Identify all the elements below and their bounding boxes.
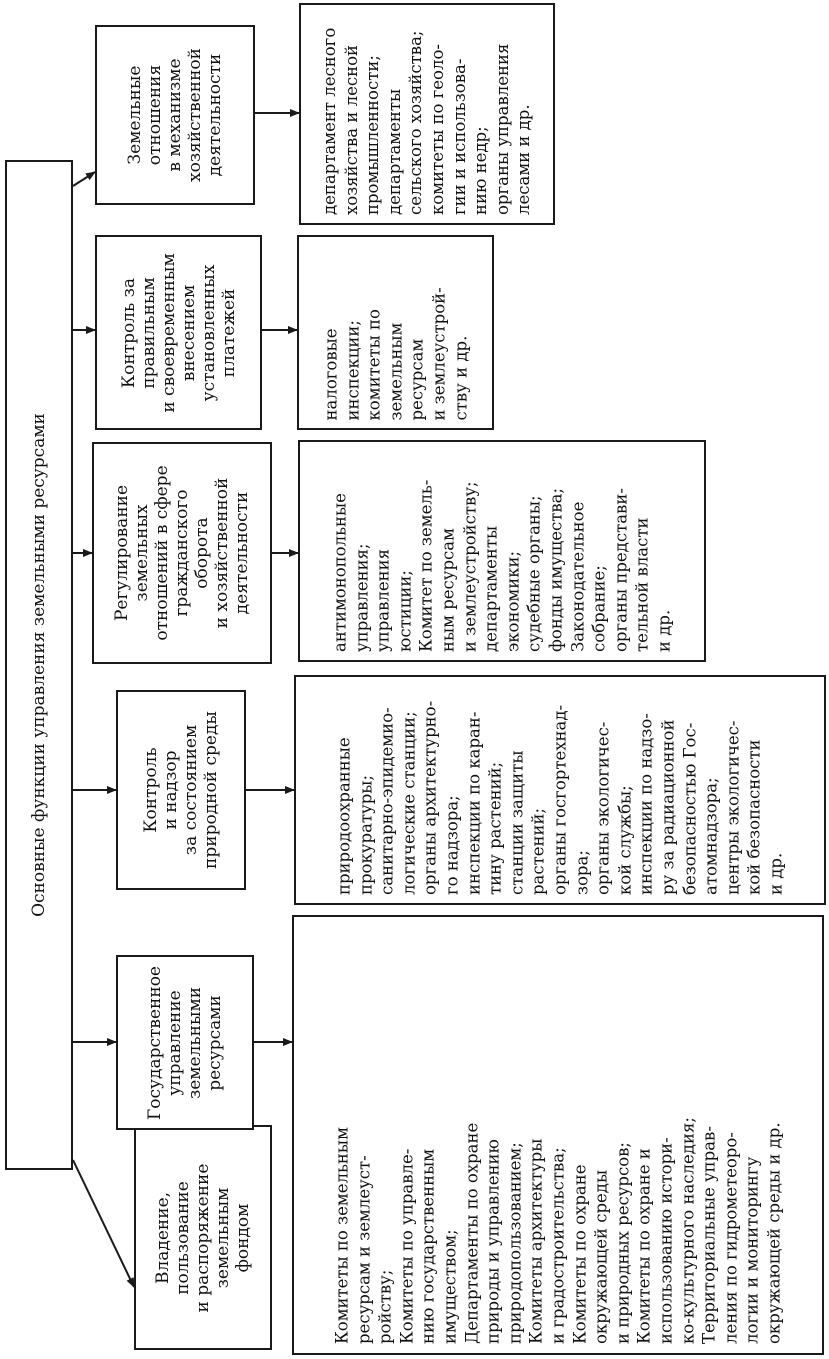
function-line: и хозяйственной [212, 477, 232, 629]
body-line: окружающей среды и др. [764, 1122, 784, 1344]
bodies-box-control-pay [297, 235, 494, 430]
body-line: инспекции по каран- [463, 711, 483, 895]
function-line: Владение, [153, 1191, 173, 1284]
function-line: земельных [132, 504, 152, 602]
function-line: правильным [138, 276, 159, 389]
function-line: деятельности [232, 491, 252, 615]
body-line: Территориальные управ- [699, 1126, 719, 1344]
function-line: гражданского [172, 489, 192, 617]
body-line: растений; [528, 807, 548, 895]
function-box-control-pay [95, 235, 262, 430]
body-line: кой безопасности [744, 739, 764, 895]
body-line: судебные органы; [524, 495, 544, 652]
body-line: фонды имущества; [546, 487, 566, 652]
function-line: земельным [213, 1187, 233, 1288]
function-line: Контроль [141, 747, 161, 833]
function-box-control-env [116, 690, 246, 890]
body-line: природоохранные [334, 737, 354, 895]
function-line: пользование [173, 1180, 193, 1295]
function-line: хозяйственной [185, 48, 205, 182]
body-line: антимонопольные [330, 493, 350, 652]
body-line: ления по гидрометеоро- [720, 1132, 740, 1344]
body-line: и землеустройству; [459, 481, 479, 652]
bodies-box-regulation [298, 440, 706, 662]
body-line: и землеустрой- [428, 286, 448, 420]
body-line: ресурсам [407, 338, 427, 420]
bodies-box-control-env [294, 675, 826, 905]
body-line: и др. [654, 609, 674, 652]
body-line: органы представи- [610, 488, 630, 652]
body-line: прокуратуры; [355, 774, 375, 895]
function-line: и надзор [161, 750, 181, 830]
function-line: в механизме [165, 58, 185, 172]
body-line: органы госгортехнад- [550, 704, 570, 895]
body-line: и градостроительства; [548, 1147, 568, 1344]
body-line: ру за радиационной [658, 719, 678, 895]
arrow-main-to-relations [73, 172, 95, 186]
body-line: департаменты [384, 88, 404, 215]
body-line: станции защиты [507, 750, 527, 895]
body-line: нию государственным [418, 1148, 438, 1344]
body-line: природы и управлению [483, 1139, 503, 1344]
body-line: гии и использова- [449, 58, 469, 215]
body-line: земельным [385, 322, 405, 420]
body-line: природопользованием; [505, 1142, 525, 1344]
function-box-relations [95, 25, 255, 205]
bodies-box-relations [299, 3, 555, 225]
body-line: го надзора; [442, 795, 462, 895]
body-line: органы архитектурно- [420, 700, 440, 895]
function-box-state [116, 955, 254, 1130]
function-line: управление [165, 989, 185, 1096]
body-line: Комитеты по земельным [332, 1127, 352, 1344]
function-box-ownership [134, 1125, 272, 1350]
function-line: отношения [145, 64, 165, 166]
function-line: платежей [218, 288, 239, 377]
function-line: оборота [192, 517, 212, 589]
function-line: и своевременным [158, 252, 179, 413]
function-line: деятельности [205, 53, 225, 177]
body-line: атомнадзора; [701, 777, 721, 895]
main-title: Основные функции управления земельными ресурсами [29, 413, 49, 917]
body-line: департаменты [481, 525, 501, 652]
function-line: отношений в сфере [152, 465, 172, 641]
function-box-regulation [92, 442, 272, 664]
body-line: Комитеты архитектуры [526, 1138, 546, 1344]
body-line: Законодательное [567, 501, 587, 652]
body-line: инспекции; [342, 319, 362, 420]
body-line: логии и мониторингу [742, 1156, 762, 1344]
bodies-box-state [292, 915, 824, 1355]
main-function-box [5, 160, 73, 1170]
body-line: окружающей среды [591, 1169, 611, 1344]
body-line: промышленности; [363, 55, 383, 215]
body-line: инспекции по надзо- [636, 713, 656, 895]
body-line: и др. [766, 852, 786, 895]
body-line: налоговые [320, 327, 340, 420]
function-line: и распоряжение [193, 1163, 213, 1312]
body-line: безопасностью Гос- [679, 722, 699, 895]
function-line: Государственное [145, 965, 165, 1120]
body-line: и природных ресурсов; [612, 1142, 632, 1344]
body-line: комитеты по [364, 308, 384, 420]
body-line: департамент лесного [320, 27, 340, 215]
body-line: экономики; [503, 550, 522, 652]
body-line: Департаменты по охране [461, 1122, 481, 1344]
body-line: Комитет по земель- [416, 479, 436, 652]
body-line: имуществом; [440, 1229, 460, 1344]
function-line: Земельные [125, 65, 145, 165]
body-line: Комитеты по охране [569, 1164, 589, 1344]
function-line: Контроль за [118, 277, 139, 388]
body-line: юстиции; [395, 570, 415, 652]
body-line: органы экологичес- [593, 721, 613, 895]
body-line: органы управления [492, 43, 512, 215]
function-line: Регулирование [112, 484, 132, 622]
body-line: кой службы; [614, 785, 634, 895]
body-line: лесами и др. [514, 104, 534, 215]
body-line: ресурсам и землеуст- [353, 1155, 373, 1344]
body-line: управления; [351, 543, 371, 652]
arrow-main-to-ownership [73, 1160, 134, 1287]
function-line: природной среды [201, 711, 221, 869]
function-line: ресурсами [205, 994, 225, 1091]
body-line: комитеты по геоло- [428, 44, 447, 215]
body-line: ко-культурного наследия; [677, 1117, 697, 1344]
body-line: Комитеты по управле- [397, 1148, 417, 1344]
body-line: тину растений; [485, 761, 505, 895]
function-line: земельными [185, 986, 205, 1099]
body-line: тельной власти [632, 517, 652, 652]
body-line: санитарно-эпидемио- [377, 707, 397, 895]
function-line: внесением [178, 284, 199, 381]
body-line: ству и др. [450, 335, 470, 420]
body-line: зора; [571, 850, 591, 895]
body-line: сельского хозяйства; [406, 30, 426, 215]
function-line: фондом [233, 1203, 253, 1272]
body-line: собрание; [589, 565, 609, 652]
function-line: установленных [198, 264, 219, 401]
body-line: использованию истори- [656, 1137, 676, 1344]
body-line: Комитеты по охране и [634, 1148, 654, 1344]
body-line: нию недр; [471, 126, 491, 215]
body-line: хозяйства и лесной [341, 44, 361, 215]
body-line: управления [373, 548, 393, 652]
body-line: логические станции; [399, 711, 419, 895]
body-line: ным ресурсам [438, 528, 458, 652]
body-line: центры экологичес- [722, 720, 742, 895]
body-line: ройству; [375, 1269, 395, 1344]
function-line: за состоянием [181, 724, 201, 856]
